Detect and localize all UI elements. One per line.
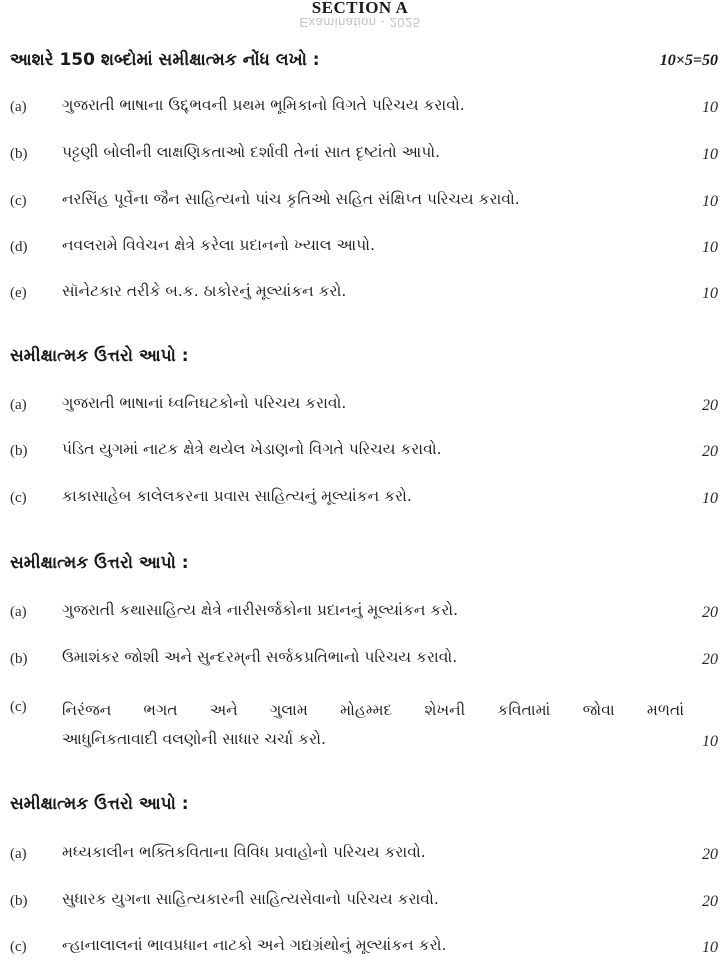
q2-heading: સમીક્ષાત્મક ઉત્તરો આપો : <box>10 346 189 366</box>
q2c-text: કાકાસાહેબ કાલેલકરના પ્રવાસ સાહિત્યનું મૂલ્યાંકન કરો. <box>62 487 412 505</box>
q1b-marks: 10 <box>702 146 718 163</box>
watermark-text: Examination - 2025 <box>299 15 421 30</box>
q2a-text: ગુજરાતી ભાષાનાં ધ્વનિઘટકોનો પરિચય કરાવો. <box>62 394 347 412</box>
q1-total-marks: 10×5=50 <box>659 52 718 69</box>
q2b-label: (b) <box>10 443 28 459</box>
q3a-label: (a) <box>10 604 27 620</box>
q3c-marks: 10 <box>702 733 718 750</box>
q4c-text: ન્હાનાલાલનાં ભાવપ્રધાન નાટકો અને ગદ્યગ્રંથોનું મૂલ્યાંકન કરો. <box>62 936 447 954</box>
q1c-marks: 10 <box>702 193 718 210</box>
q3b-marks: 20 <box>702 651 718 668</box>
q3c-text-line1: નિરંજન ભગત અને ગુલામ મોહમ્મદ શેખની કવિતામાં જોવા મળતાં <box>62 701 684 719</box>
q4-heading: સમીક્ષાત્મક ઉત્તરો આપો : <box>10 794 189 814</box>
q3a-marks: 20 <box>702 604 718 621</box>
q3a-text: ગુજરાતી કથાસાહિત્ય ક્ષેત્રે નારીસર્જકોના પ્રદાનનું મૂલ્યાંકન કરો. <box>62 601 459 619</box>
q1b-label: (b) <box>10 146 28 162</box>
q2a-label: (a) <box>10 397 27 413</box>
q1b-text: પટ્ટણી બોલીની લાક્ષણિકતાઓ દર્શાવી તેનાં સાત દૃષ્ટાંતો આપો. <box>62 143 441 161</box>
q3c-text-line2: આધુનિકતાવાદી વલણોની સાધાર ચર્ચા કરો. <box>62 730 326 748</box>
q2b-text: પંડિત યુગમાં નાટક ક્ષેત્રે થયેલ ખેડાણનો વિગતે પરિચય કરાવો. <box>62 440 442 458</box>
q3b-label: (b) <box>10 651 28 667</box>
q2a-marks: 20 <box>702 397 718 414</box>
q4a-label: (a) <box>10 846 27 862</box>
q1c-label: (c) <box>10 193 27 209</box>
q2c-label: (c) <box>10 490 27 506</box>
q4c-label: (c) <box>10 939 27 955</box>
q1d-label: (d) <box>10 239 28 255</box>
q4b-marks: 20 <box>702 893 718 910</box>
q3b-text: ઉમાશંકર જોશી અને સુન્દરમ્‌ની સર્જકપ્રતિભાનો પરિચય કરાવો. <box>62 648 458 666</box>
section-title: SECTION A <box>311 0 409 17</box>
q4b-label: (b) <box>10 893 28 909</box>
q4b-text: સુધારક યુગના સાહિત્યકારની સાહિત્યસેવાનો પરિચય કરાવો. <box>62 890 439 908</box>
q1e-text: સૉનેટકાર તરીકે બ.ક. ઠાકોરનું મૂલ્યાંકન કરો. <box>62 282 347 300</box>
q1e-label: (e) <box>10 285 27 301</box>
q4a-marks: 20 <box>702 846 718 863</box>
q1d-marks: 10 <box>702 239 718 256</box>
q1d-text: નવલરામે વિવેચન ક્ષેત્રે કરેલા પ્રદાનનો ખ્યાલ આપો. <box>62 236 375 254</box>
q1a-text: ગુજરાતી ભાષાના ઉદ્દ્ભવની પ્રથમ ભૂમિકાનો વિગતે પરિચય કરાવો. <box>62 96 465 114</box>
q1a-marks: 10 <box>702 99 718 116</box>
q2c-marks: 10 <box>702 490 718 507</box>
q4a-text: મધ્યકાલીન ભક્તિકવિતાના વિવિધ પ્રવાહોનો પરિચય કરાવો. <box>62 843 426 861</box>
q3c-label: (c) <box>10 699 27 715</box>
q1a-label: (a) <box>10 99 27 115</box>
q1e-marks: 10 <box>702 285 718 302</box>
q4c-marks: 10 <box>702 939 718 956</box>
q1-heading: આશરે 150 શબ્દોમાં સમીક્ષાત્મક નોંધ લખો : <box>10 50 320 70</box>
q3-heading: સમીક્ષાત્મક ઉત્તરો આપો : <box>10 553 189 573</box>
q2b-marks: 20 <box>702 443 718 460</box>
q1c-text: નરસિંહ પૂર્વેના જૈન સાહિત્યનો પાંચ કૃતિઓ સહિત સંક્ષિપ્ત પરિચય કરાવો. <box>62 190 520 208</box>
